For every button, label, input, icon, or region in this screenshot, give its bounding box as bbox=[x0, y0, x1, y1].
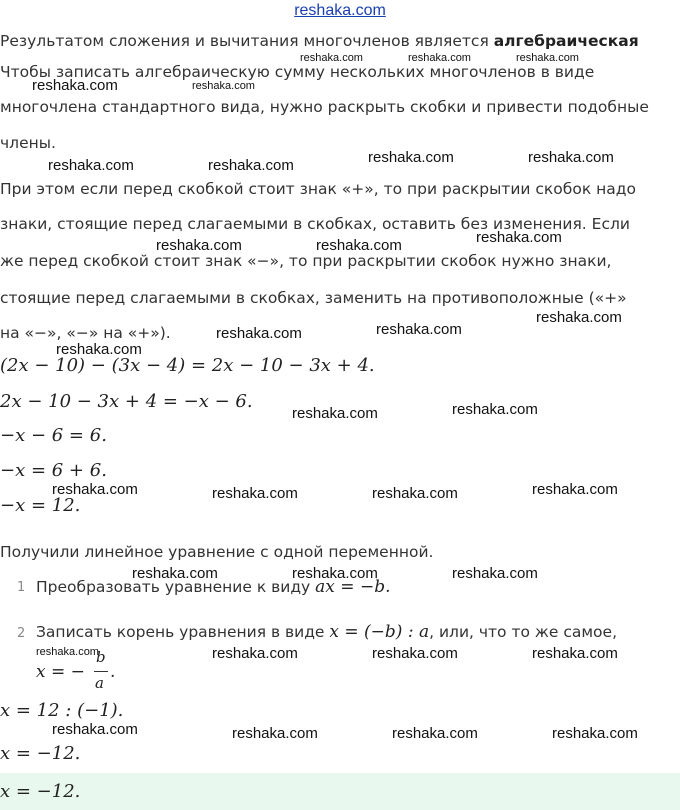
watermark: reshaka.com bbox=[368, 149, 454, 166]
step-1-number: 1 bbox=[17, 580, 26, 595]
step-2-number: 2 bbox=[17, 626, 26, 641]
watermark: reshaka.com bbox=[208, 157, 294, 174]
step-1-text: Преобразовать уравнение к виду bbox=[36, 578, 316, 596]
watermark: reshaka.com bbox=[316, 237, 402, 254]
watermark: reshaka.com bbox=[56, 341, 142, 358]
equation-2: 2x − 10 − 3x + 4 = −x − 6. bbox=[0, 391, 253, 412]
step-2-text: Записать корень уравнения в виде bbox=[36, 623, 330, 641]
watermark: reshaka.com bbox=[452, 565, 538, 582]
paragraph2-line3: же перед скобкой стоит знак «−», то при раскрытии скобок нужно знаки, bbox=[0, 252, 612, 270]
step-2-frac-denominator: a bbox=[95, 674, 104, 692]
watermark: reshaka.com bbox=[300, 52, 363, 64]
paragraph1-line4: члены. bbox=[0, 134, 56, 152]
step-1-math: ax = −b. bbox=[315, 577, 391, 597]
watermark: reshaka.com bbox=[452, 401, 538, 418]
solution-eq-2: x = −12. bbox=[0, 743, 81, 764]
watermark: reshaka.com bbox=[372, 485, 458, 502]
step-2-lhs: x = − bbox=[36, 662, 85, 682]
watermark: reshaka.com bbox=[376, 321, 462, 338]
watermark: reshaka.com bbox=[536, 309, 622, 326]
paragraph2-line1: При этом если перед скобкой стоит знак «+», то при раскрытии скобок надо bbox=[0, 180, 636, 198]
watermark: reshaka.com bbox=[52, 721, 138, 738]
paragraph1-line1-bold: алгебраическая bbox=[493, 32, 639, 50]
equation-5: −x = 12. bbox=[0, 495, 81, 516]
watermark: reshaka.com bbox=[132, 565, 218, 582]
watermark: reshaka.com bbox=[292, 565, 378, 582]
watermark: reshaka.com bbox=[532, 645, 618, 662]
watermark: reshaka.com bbox=[156, 237, 242, 254]
watermark: reshaka.com bbox=[216, 325, 302, 342]
watermark: reshaka.com bbox=[52, 481, 138, 498]
watermark: reshaka.com bbox=[212, 645, 298, 662]
paragraph1-line1 bbox=[0, 32, 639, 50]
site-title-link[interactable]: reshaka.com bbox=[294, 2, 386, 19]
watermark: reshaka.com bbox=[292, 405, 378, 422]
step-2-math: x = (−b) : a bbox=[329, 622, 430, 642]
paragraph1-line3: многочлена стандартного вида, нужно раскрыть скобки и привести подобные bbox=[0, 98, 649, 116]
answer-box bbox=[0, 773, 680, 810]
equation-3: −x − 6 = 6. bbox=[0, 425, 107, 446]
watermark: reshaka.com bbox=[48, 157, 134, 174]
paragraph1-line1-text: Результатом сложения и вычитания многочленов является bbox=[0, 32, 494, 50]
watermark: reshaka.com bbox=[516, 52, 579, 64]
paragraph2-line4: стоящие перед слагаемыми в скобках, заменить на противоположные («+» bbox=[0, 289, 627, 307]
watermark: reshaka.com bbox=[476, 229, 562, 246]
watermark: reshaka.com bbox=[372, 645, 458, 662]
watermark: reshaka.com bbox=[408, 52, 471, 64]
linear-intro: Получили линейное уравнение с одной переменной. bbox=[0, 543, 434, 561]
step-2-end: . bbox=[110, 662, 116, 682]
watermark: reshaka.com bbox=[552, 725, 638, 742]
watermark: reshaka.com bbox=[232, 725, 318, 742]
step-2-frac-bar bbox=[94, 671, 108, 672]
step-2-frac-numerator: b bbox=[96, 648, 106, 666]
watermark: reshaka.com bbox=[36, 646, 99, 658]
paragraph2-line5: на «−», «−» на «+»). bbox=[0, 324, 171, 342]
solution-eq-1: x = 12 : (−1). bbox=[0, 700, 124, 721]
paragraph2-line2: знаки, стоящие перед слагаемыми в скобках, оставить без изменения. Если bbox=[0, 215, 630, 233]
equation-4: −x = 6 + 6. bbox=[0, 460, 107, 481]
watermark: reshaka.com bbox=[32, 77, 118, 94]
step-2 bbox=[36, 622, 617, 642]
watermark: reshaka.com bbox=[532, 481, 618, 498]
watermark: reshaka.com bbox=[392, 725, 478, 742]
answer: x = −12. bbox=[0, 781, 81, 802]
step-2-text2: , или, что то же самое, bbox=[429, 623, 617, 641]
equation-1: (2x − 10) − (3x − 4) = 2x − 10 − 3x + 4. bbox=[0, 355, 375, 376]
watermark: reshaka.com bbox=[212, 485, 298, 502]
watermark: reshaka.com bbox=[528, 149, 614, 166]
paragraph1-line2: Чтобы записать алгебраическую сумму нескольких многочленов в виде bbox=[0, 63, 595, 81]
watermark: reshaka.com bbox=[192, 80, 255, 92]
